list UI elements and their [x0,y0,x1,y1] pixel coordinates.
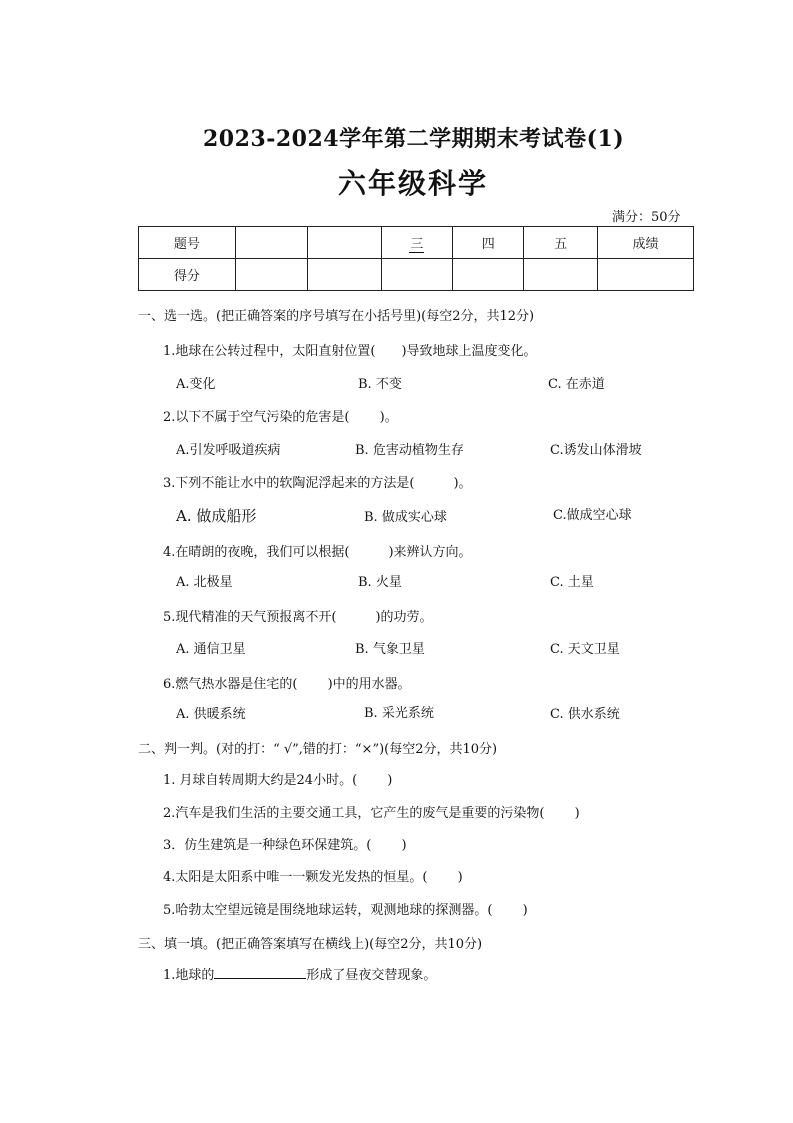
score-input-cell[interactable] [598,259,694,291]
score-input-cell[interactable] [307,259,381,291]
score-table-cell [235,227,307,259]
option-b[interactable]: B. 火星 [358,575,402,590]
option-c[interactable]: C.诱发山体滑坡 [550,443,642,458]
full-score: 满分：50分 [612,210,681,225]
option-b[interactable]: B. 采光系统 [364,706,434,721]
section3-heading: 三、填一填。(把正确答案填写在横线上)(每空2分，共10分) [138,937,483,952]
option-a[interactable]: A. 北极星 [176,575,233,590]
score-table [138,226,694,291]
judge-question: 2.汽车是我们生活的主要交通工具，它产生的废气是重要的污染物( ) [163,806,580,821]
option-c[interactable]: C. 供水系统 [550,707,620,722]
fill-question [163,964,436,983]
score-table-cell: 成绩 [598,227,694,259]
score-table-score-row [139,259,694,291]
section1-heading: 一、选一选。(把正确答案的序号填写在小括号里)(每空2分，共12分) [138,309,535,324]
option-c[interactable]: C. 在赤道 [548,377,605,392]
option-b[interactable]: B. 危害动植物生存 [355,443,464,458]
option-a[interactable]: A. 做成船形 [176,507,257,525]
score-table-cell [307,227,381,259]
option-a[interactable]: A. 供暖系统 [176,707,246,722]
score-table-header-row [139,227,694,259]
judge-question: 4.太阳是太阳系中唯一一颗发光发热的恒星。( ) [163,870,463,885]
score-input-cell[interactable] [235,259,307,291]
score-input-cell[interactable] [381,259,453,291]
judge-question: 5.哈勃太空望远镜是围绕地球运转，观测地球的探测器。( ) [163,903,528,918]
score-table-cell: 四 [453,227,524,259]
score-row-label: 得分 [139,259,236,291]
option-b[interactable]: B. 做成实心球 [364,510,447,525]
score-table-cell: 三 [381,227,453,259]
question-stem: 2.以下不属于空气污染的危害是( )。 [163,410,398,425]
exam-subject: 六年级科学 [338,167,489,200]
option-a[interactable]: A. 通信卫星 [176,642,246,657]
option-c[interactable]: C. 天文卫星 [550,642,620,657]
exam-title: 2023-2024学年第二学期期末考试卷(1) [203,126,625,152]
score-table-cell: 题号 [139,227,236,259]
option-a[interactable]: A.变化 [176,377,216,392]
fill-blank[interactable] [214,966,306,979]
option-b[interactable]: B. 气象卫星 [355,642,425,657]
question-stem: 6.燃气热水器是住宅的( )中的用水器。 [163,677,411,692]
section2-heading: 二、判一判。(对的打：“ √”,错的打：“×”)(每空2分，共10分) [138,742,498,757]
score-input-cell[interactable] [453,259,524,291]
judge-question: 3．仿生建筑是一种绿色环保建筑。( ) [163,838,407,853]
option-c[interactable]: C.做成空心球 [553,508,632,523]
fill-question-suffix: 形成了昼夜交替现象。 [306,968,437,983]
score-table-cell: 五 [524,227,598,259]
question-stem: 3.下列不能让水中的软陶泥浮起来的方法是( )。 [163,476,472,491]
option-a[interactable]: A.引发呼吸道疾病 [176,443,281,458]
question-stem: 1.地球在公转过程中，太阳直射位置( )导致地球上温度变化。 [163,344,537,359]
score-input-cell[interactable] [524,259,598,291]
option-b[interactable]: B. 不变 [358,377,402,392]
question-stem: 4.在晴朗的夜晚，我们可以根据( )来辨认方向。 [163,545,472,560]
fill-question-prefix: 1.地球的 [163,968,215,983]
judge-question: 1. 月球自转周期大约是24小时。( ) [163,773,393,788]
question-stem: 5.现代精准的天气预报离不开( )的功劳。 [163,610,433,625]
option-c[interactable]: C. 土星 [550,575,594,590]
